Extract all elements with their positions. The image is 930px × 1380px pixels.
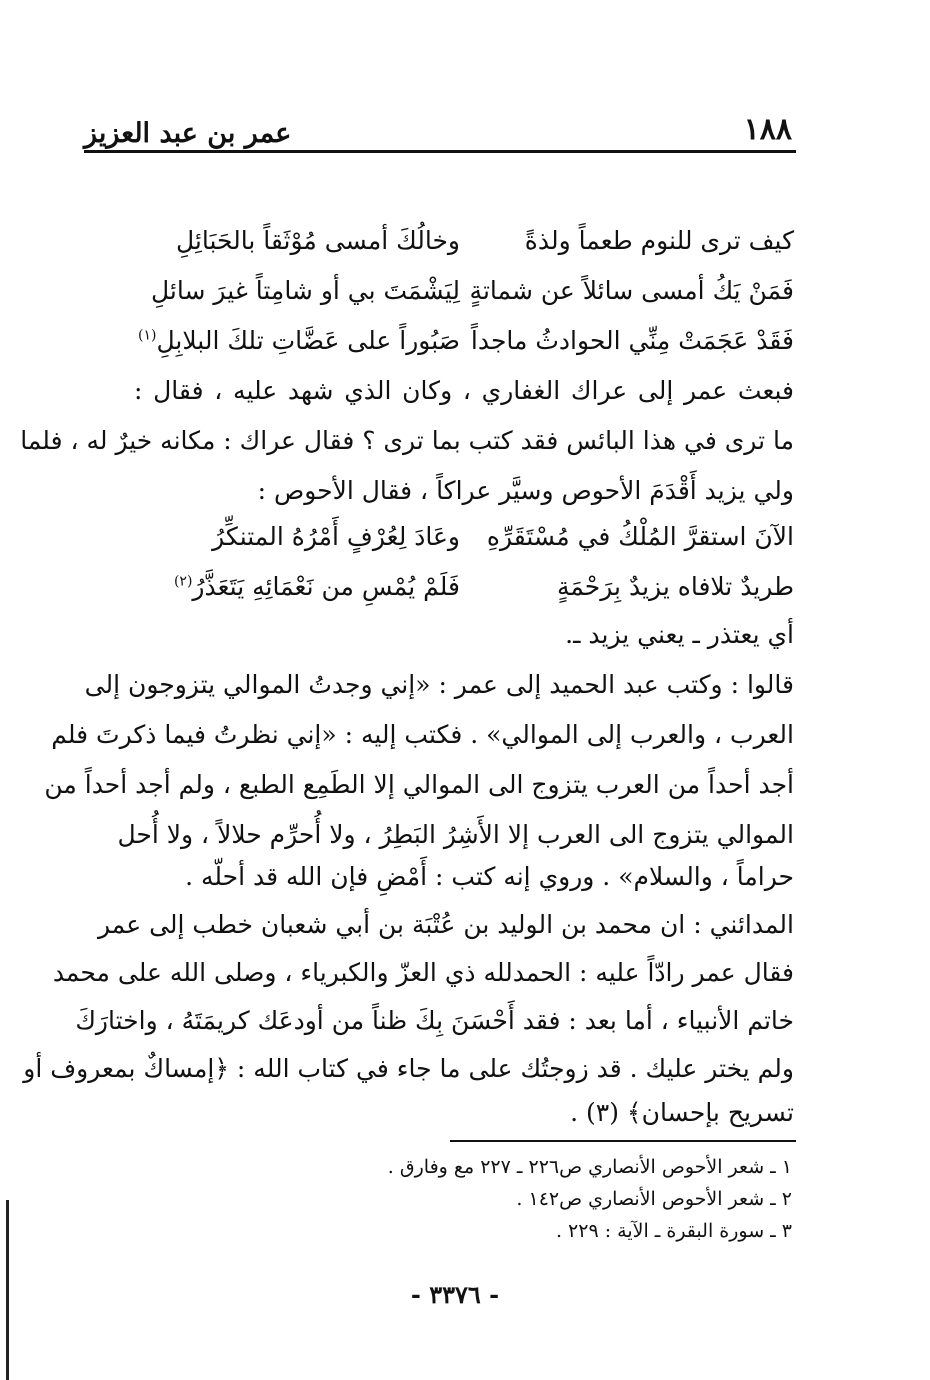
paragraph-line: فبعث عمر إلى عراك الغفاري ، وكان الذي شهد عليه ، فقال : [134,376,794,405]
folio-number: - ٣٣٧٦ - [410,1280,500,1309]
verse-hemistich-first: فَمَنْ يَكُ أمسى سائلاً عن شماتةٍ [469,276,794,305]
verse-explanation: أي يعتذر ـ يعني يزيد ـ. [565,620,794,649]
verse-hemistich-first: كيف ترى للنوم طعماً ولذةً [524,226,794,255]
paragraph-line: حراماً ، والسلام» . وروي إنه كتب : أَمْضِ فإن الله قد أحلّه . [185,862,794,891]
verse-hemistich-first: فَقَدْ عَجَمَتْ مِنِّي الحوادثُ ماجداً [470,326,794,355]
verse-hemistich-second: وعَادَ لِعُرْفٍ أَمْرُهُ المتنكِّرُ [212,522,460,551]
verse-line [134,522,794,572]
running-title: عمر بن عبد العزيز [84,118,292,149]
paragraph-line: العرب ، والعرب إلى الموالي» . فكتب إليه : «إني نظرتُ فيما ذكرتَ فلم [51,720,794,749]
paragraph-line: أجد أحداً من العرب يتزوج الى الموالي إلا الطَمِع الطبع ، ولم أجد أحداً من [44,770,794,799]
verse-hemistich-second: لِيَشْمَتَ بي أو شامِتاً غيرَ سائلِ [151,276,460,305]
paragraph-line: ولي يزيد أَقْدَمَ الأحوص وسيَّر عراكاً ، فقال الأحوص : [257,476,794,505]
verse-line [134,326,794,376]
verse-line [134,572,794,622]
paragraph-line: تسريح بإحسان﴾ (٣) . [570,1098,794,1127]
verse-hemistich-second: وخالُكَ أمسى مُوْثَقاً بالحَبَائِلِ [175,226,460,255]
paragraph-line: الموالي يتزوج الى العرب إلا الأَشِرُ البَطِرُ ، ولا أُحرِّم حلالاً ، ولا أُحل [117,820,794,849]
paragraph-line: المدائني : ان محمد بن الوليد بن عُتْبَة بن أبي شعبان خطب إلى عمر [97,910,794,939]
verse-line [134,226,794,276]
paragraph-line: خاتم الأنبياء ، أما بعد : فقد أَحْسَنَ بِكَ ظناً من أودعَك كريمَتَهُ ، واختارَكَ [75,1006,794,1035]
footnote-rule [450,1140,796,1142]
verse-line [134,276,794,326]
verse-hemistich-first: طريدٌ تلافاه يزيدٌ بِرَحْمَةٍ [556,572,794,601]
page-number: ١٨٨ [743,112,792,147]
footnote: ٢ ـ شعر الأحوص الأنصاري ص١٤٢ . [516,1188,792,1210]
verse-hemistich-second: صَبُوراً على عَضَّاتِ تلكَ البلابِلِ$^{(١)}$ [138,326,460,355]
paragraph-line: قالوا : وكتب عبد الحميد إلى عمر : «إني وجدتُ الموالي يتزوجون إلى [84,670,794,699]
footnote-marker: (١) [138,327,157,344]
verse-hemistich-second: فَلَمْ يُمْسِ من نَعْمَائِهِ يَتَعَذَّرُ$^{(٢)}$ [173,572,460,601]
paragraph-line: فقال عمر رادّاً عليه : الحمدلله ذي العزّ والكبرياء ، وصلى الله على محمد [52,958,794,987]
verse-hemistich-first: الآنَ استقرَّ المُلْكُ في مُسْتَقَرِّهِ [486,522,794,551]
scan-edge-mark [6,1200,9,1380]
paragraph-line: ما ترى في هذا البائس فقد كتب بما ترى ؟ فقال عراك : مكانه خيرٌ له ، فلما [20,426,794,455]
footnote-marker: (٢) [173,573,193,590]
footnote: ١ ـ شعر الأحوص الأنصاري ص٢٢٦ ـ ٢٢٧ مع وفارق . [387,1156,792,1178]
paragraph-line: ولم يختر عليك . قد زوجتُك على ما جاء في كتاب الله : ﴿إمساكٌ بمعروف أو [23,1054,794,1083]
header-rule [84,150,796,153]
footnote: ٣ ـ سورة البقرة ـ الآية : ٢٢٩ . [555,1220,792,1242]
